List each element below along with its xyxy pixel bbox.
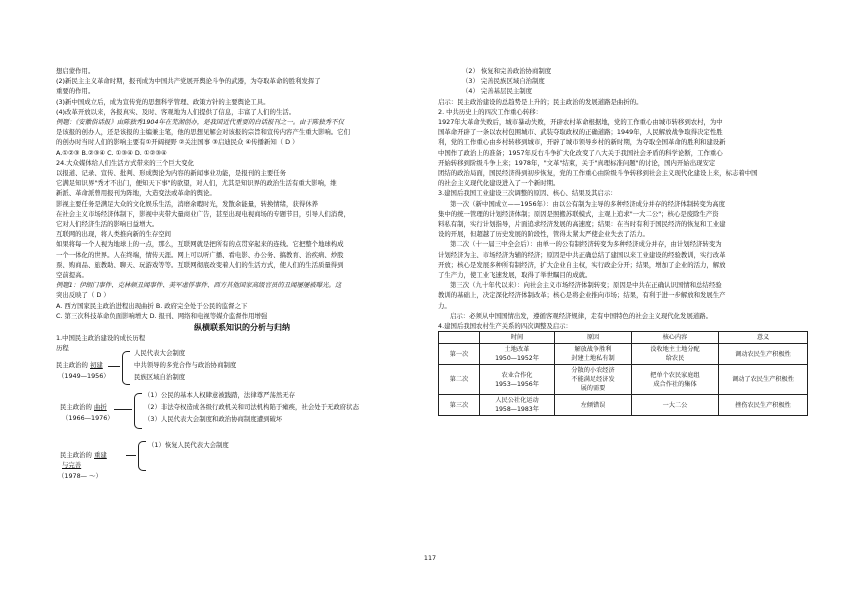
stage2-item: （1）公民的基本人权肆意被践踏，法律尊严荡然无存	[144, 391, 296, 400]
text-line: 4.建国后我国农村生产关系的四次调整及启示：	[438, 322, 572, 331]
text-line: 24.大众媒体给人们生活方式带来的三个巨大变化	[56, 158, 194, 167]
text-line: 票、购商品、旅教助、聊天、玩游戏等等。互联网彻底改变着人们的生活方式，使人们的生活质量得到	[56, 260, 344, 269]
text-line: (2)新民主主义革命时期，报刊成为中国共产党展开舆论斗争的武器，为夺取革命的胜利发挥了	[56, 77, 321, 86]
right-text-block	[438, 97, 808, 332]
subheading-democracy-history: 1.中国民主政治建设的成长历程	[56, 334, 146, 343]
table-cell: 农业合作化 1953—1956年	[480, 365, 555, 395]
text-line: 例题1：伊朗门事件、克林顿丑闻事件、美军虐俘事件、西方其他国家高级官员的丑闻屡屡被曝光。这	[56, 281, 342, 290]
stage3-label-cont: 与完善	[62, 461, 82, 470]
stage1-connector	[108, 366, 120, 367]
table-cell: 土地改革 1950—1952年	[480, 344, 555, 365]
stage1-brace	[122, 351, 130, 385]
text-line: 影视主要任务是满足大众的文化娱乐生活，消磨余暇时光，发散余能量，转换情绪，获得休养	[56, 199, 319, 208]
text-line: 空前提高。	[56, 271, 88, 280]
table-cell: 一大二公	[632, 395, 719, 416]
stage1-item: 民族区域自治制度	[134, 373, 186, 382]
table-header-row	[439, 332, 808, 344]
text-line: 想启蒙作用。	[56, 67, 95, 75]
table-cell: 第一次	[439, 344, 480, 365]
text-line: 的社会主义现代化建设进入了一个新时期。	[438, 179, 560, 188]
text-line: (4)改革开放以来，各报真实、及时、客观地为人们提供了信息，丰富了人们的生活。	[56, 107, 296, 116]
text-line: 2. 中共历史上的四次工作重心转移：	[438, 107, 542, 116]
text-line: 教训的基础上，决定深化经济体制改革；核心是将企业推向市场；结果，有利于进一步解放和发展生产	[438, 291, 726, 300]
text-line: (3)新中国成立后，成为宣传党的思想科学管理、政策方针的主要舆论工具。	[56, 97, 270, 106]
stage1-years: （1949—1956）	[58, 372, 110, 381]
text-line: 新派、革命派曾用报刊为阵地，大造变法或革命的舆论。	[56, 189, 216, 198]
stage3-item: （1）恢复人民代表大会制度	[148, 441, 229, 450]
stage2-label: 民主政治的 曲折	[60, 403, 107, 412]
text-line: 设的开展，但超越了历史发展的阶段性，管得太紧太严使企业失去了活力。	[438, 230, 649, 239]
text-line: 互联网的出现，将人类推向新的生存空间	[56, 230, 172, 239]
stage2-connector	[114, 409, 132, 410]
table-header-cell: 意义	[719, 332, 808, 344]
table-row	[439, 344, 808, 365]
stage2-item: （3）人民代表大会制度和政治协商制度遭到破坏	[144, 415, 283, 424]
text-line: 以报道、记录、宣传、批判、形成舆论为内容的新闻事业功能，是报刊的主要任务	[56, 169, 287, 178]
stage1-label: 民主政治的 初建	[56, 361, 103, 370]
table-header-cell: 原因	[555, 332, 632, 344]
text-line: 第二次（十一届三中全会后）：由单一的公有制经济转变为多种经济成分并存，由计划经济转变为	[450, 240, 722, 249]
stage2-years: （1966—1976）	[62, 414, 114, 423]
stage1-item: 中共领导的多党合作与政治协商制度	[134, 361, 237, 370]
text-line: （4） 完善基层民主制度	[462, 87, 533, 96]
text-line: 第三次（九十年代以来）：向社会主义市场经济体制转变；原因是中共在正确认识国情和总结经验	[450, 281, 722, 290]
section-title: 纵横联系知识的分析与归纳	[194, 323, 290, 333]
text-line: 是该报的创办人，还是该报的主编兼主笔，他的思想见解会对该报的宗旨和宣传内容产生重大影响。它们	[56, 128, 350, 137]
rural-adjustment-table	[438, 331, 808, 416]
text-line: A.①②③ B.②③④ C. ①③④ D. ①②③④	[56, 148, 167, 157]
table-cell: 把单个农民家庭组 成合作社的集体	[632, 365, 719, 395]
page-number: 117	[423, 554, 437, 562]
text-line: 第一次（新中国成立——1956年）：由以公有制为主导的多种经济成分并存的经济体制转变为高度	[450, 199, 726, 208]
text-line: A. 西方国家民主政治进程出现曲折 B. 政府完全处于公民的监督之下	[56, 301, 248, 310]
stage2-brace	[134, 393, 142, 429]
table-cell: 挫伤农民生产积极性	[719, 395, 808, 416]
text-line: 开始转移到阶级斗争上来；1978年，"文革"结束，关于"真理标准问题"的讨论，国内开始出现安定	[438, 158, 716, 167]
table-cell: 没收地主土地分配 给农民	[632, 344, 719, 365]
text-line: 集中的统一管理的计划经济体制；原因是照搬苏联模式，主观上追求"一大二公"；核心是废除生产资	[438, 209, 719, 218]
subheading-course: 历程	[56, 344, 69, 353]
text-line: 的创办时当时人们的影响主要有①开阔视野 ②关注国事 ③启迪民众 ④传播新知（ D ）	[56, 138, 299, 147]
table-row	[439, 395, 808, 416]
stage3-brace	[138, 441, 146, 471]
text-line: 3.建国后我国工业建设三次调整的原因、核心、结果及其启示：	[438, 189, 617, 198]
text-line: 在社会主义市场经济体制下，影视中夹带大量商业广告，甚至出现电视商场的专题节目，引导人们消费，	[56, 209, 350, 218]
text-line: 例题：《安徽俗话报》由陈独秀1904年在芜湖创办，是我国近代重要的白话报刊之一。由于陈独秀不仅	[56, 118, 344, 127]
table-cell: 第二次	[439, 365, 480, 395]
text-line: 利，党的工作重心由乡村转移到城市，开辟了城市领导乡村的新时期，为夺取全国革命的胜利和建设新	[438, 138, 726, 147]
table-cell: 解放战争胜利 封建土地私有制	[555, 344, 632, 365]
text-line: 重要的作用。	[56, 87, 95, 96]
stage3-years: （1978— ～）	[58, 472, 102, 481]
table-cell: 左倾错误	[555, 395, 632, 416]
table-cell: 人民公社化运动 1958—1983年	[480, 395, 555, 416]
text-line: 如果将每一个人视为地球上的一点，那么，互联网就是把所有的点贯穿起来的连线。它把整个地球构成	[56, 240, 344, 249]
stage3-label: 民主政治的 重建	[60, 451, 107, 460]
table-header-cell	[439, 332, 480, 344]
text-line: 团结的政治局面，国民经济得到初步恢复，党的工作重心由阶级斗争转移到社会主义现代化建设上来，标志着中国	[438, 169, 758, 178]
democracy-diagram	[56, 349, 428, 503]
text-line: 启示：民主政治建设的总趋势是上升的；民主政治的发展道路是曲折的。	[438, 97, 643, 106]
left-column	[56, 66, 428, 503]
text-line: 开放；核心是发展多种所有制经济，扩大企业自主权，实行政企分开；结果，增加了企业的活力，解放	[438, 260, 726, 269]
table-cell: 第三次	[439, 395, 480, 416]
text-line: 1927年大革命失败后，城市暴动失败，开辟农村革命根据地，党的工作重心由城市转移到农村，为中	[438, 118, 723, 127]
text-line: C. 第三次科技革命负面影响增大 D. 报刊、网络和电视等媒介监督作用增强	[56, 311, 268, 320]
left-text-block	[56, 66, 428, 321]
text-line: 力。	[438, 301, 451, 310]
text-line: 一个一体化的世界。人在终端，情传天涯。网上可以听广播、看电影、办公务、搞教育、治疾病、炒股	[56, 250, 344, 259]
table-header-cell: 时间	[480, 332, 555, 344]
table-row	[439, 365, 808, 395]
right-top-list	[438, 66, 808, 97]
right-column	[438, 66, 808, 416]
text-line: （3） 完善民族区域自治制度	[462, 77, 545, 86]
text-line: 料私有制，实行计划指导，片面追求经济发展的高速度；结果：在当时有利于国民经济的恢复和工业建	[438, 220, 726, 229]
text-line: 它满足知识界"秀才不出门，便知天下事"的欲望，对人们，尤其是知识界的政治生活有重大影响，维	[56, 179, 337, 188]
table-cell: 调动了农民生产积极性	[719, 365, 808, 395]
text-line: 中国作了政治上的准备；1957年反右斗争扩大化改变了八大关于我国社会矛盾的科学论断，工作重心	[438, 148, 723, 157]
text-line: （2） 恢复和完善政治协商制度	[462, 67, 552, 75]
stage1-item: 人民代表大会制度	[134, 349, 186, 358]
table-cell: 分散的小农经济 不能满足经济发 展的需要	[555, 365, 632, 395]
text-line: 了生产力，使工业飞速发展，取得了举世瞩目的成就。	[438, 271, 592, 280]
text-line: 国革命开辟了一条以农村包围城市、武装夺取政权的正确道路；1949年，人民解放战争取得决定性胜	[438, 128, 723, 137]
text-line: 突出反映了（ D ）	[56, 291, 110, 300]
table-cell: 调动农民生产积极性	[719, 344, 808, 365]
text-line: 它对人们经济生活的影响日益增大。	[56, 220, 159, 229]
stage2-item: （2）非法夺权造成各级行政机关和司法机构陷于瘫痪，社会处于无政府状态	[144, 403, 359, 412]
table-body	[439, 344, 808, 416]
text-line: 计划经济为主、市场经济为辅的经济；原因是中共正确总结了建国以来工业建设的经验教训，实行改革	[438, 250, 726, 259]
table-header-cell: 核心内容	[632, 332, 719, 344]
text-line: 启示：必须从中国国情出发，遵循客观经济规律，走有中国特色的社会主义现代化发展道路。	[450, 311, 713, 320]
stage3-connector	[126, 455, 136, 456]
